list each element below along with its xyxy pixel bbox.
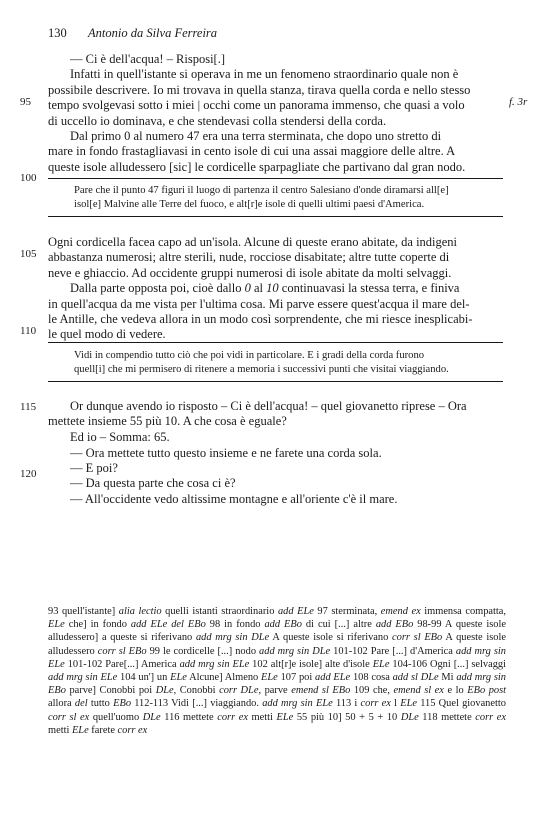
line-number: 110 (20, 325, 37, 337)
rule-line (48, 178, 503, 179)
italic-number: 10 (266, 281, 279, 296)
line-number: 105 (20, 248, 37, 260)
text-line: in quell'acqua da me vista per l'ultima cosa. Mi parve essere quest'acqua il mare del- (48, 296, 470, 311)
text-line: tempo svolgevasi sotto i miei | occhi come un panorama immenso, che quasi a volo (48, 98, 465, 113)
text-line: neve e ghiaccio. Ad occidente gruppi numerosi di isole abitate da molti selvaggi. (48, 265, 452, 280)
folio-margin-note: f. 3r (509, 96, 528, 108)
dialogue-line: — All'occidente vedo altissime montagne e all'oriente c'è il mare. (70, 492, 398, 506)
text-line: Dalla parte opposta poi, cioè dallo 0 al 10 continuavasi la stessa terra, e finiva (70, 281, 460, 296)
note-line: isol[e] Malvine alle Terre del fuoco, e alt[r]e isole di quelli ultimi paesi d'America. (74, 199, 425, 210)
rule-line (48, 216, 503, 217)
text-line: le quel modo di vedere. (48, 327, 166, 342)
text-line: possibile descrivere. Io mi trovava in quella stanza, tirava quella corda e nello stesso (48, 82, 471, 97)
line-number: 95 (20, 96, 31, 108)
text-line: Or dunque avendo io risposto – Ci è dell'acqua! – quel giovanetto riprese – Ora (70, 399, 467, 413)
line-number: 120 (20, 468, 37, 480)
page-number: 130 (48, 26, 67, 40)
inserted-note-1 (74, 184, 504, 212)
text-line: di uccello io dominava, e che stendevasi colla stendersi della corda. (48, 113, 387, 128)
rule-line (48, 342, 503, 343)
rule-line (48, 381, 503, 382)
text-line: abbastanza numerosi; altre sterili, nude, rocciose disabitate; altre tutte coperte di (48, 250, 450, 265)
text-line: mettete insieme 55 più 10. A che cosa è eguale? (48, 414, 287, 429)
inserted-note-2 (74, 349, 504, 377)
main-text-block-3 (48, 399, 503, 430)
line-number: 100 (20, 172, 37, 184)
text-line: queste isole alludessero [sic] le cordicelle sparpagliate che partivano dal gran nodo. (48, 159, 466, 174)
dialogue-line: — Da questa parte che cosa ci è? (70, 476, 236, 490)
text-line: Infatti in quell'istante si operava in me un fenomeno straordinario quale non è (70, 67, 459, 82)
note-line: Vidi in compendio tutto ciò che poi vidi in particolare. E i gradi della corda furono (74, 350, 425, 361)
running-title: Antonio da Silva Ferreira (88, 26, 218, 40)
note-line: Pare che il punto 47 figuri il luogo di partenza il centro Salesiano d'onde diramarsi all[e] (74, 185, 449, 196)
text-line: mare in fondo frastagliavasi in cento isole di cui una assai maggiore delle altre. A (48, 144, 456, 159)
dialogue-line: — E poi? (70, 461, 118, 475)
note-line: quell[i] che mi permisero di ritenere a memoria i successivi punti che visitai viaggiando. (74, 364, 449, 375)
line-number: 115 (20, 401, 37, 413)
critical-apparatus: 93 quell'istante] alia lectio quelli istanti straordinario add ELe 97 sterminata, emend ex immensa compatta, ELe che] in fondo add ELe del EBo 98 in fondo add EBo di cui [...] altre add EBo 98-99 A queste isole alludessero] a queste si riferivano add mrg sin DLe A queste isole si riferivano corr sl EBo A queste isole alludessero corr sl EBo 99 le cordicelle [...] nodo add mrg sin DLe 101-102 Pare [...] d'America add mrg sin ELe 101-102 Pare[...] America add mrg sin ELe 102 alt[r]e isole] alte d'isole ELe 104-106 Ogni [...] selvaggi add mrg sin ELe 104 un'] un ELe Alcune] Almeno ELe 107 poi add ELe 108 cosa add sl DLe Mi add mrg sin EBo parve] Conobbi poi DLe, Conobbi corr DLe, parve emend sl EBo 109 che, emend sl ex e lo EBo post allora del tutto EBo 112-113 Vidi [...] viaggiando. add mrg sin ELe 113 i corr ex l ELe 115 Quel giovanetto corr sl ex quell'uomo DLe 116 mettete corr ex metti ELe 55 più 10] 50 + 5 + 10 DLe 118 mettete corr ex metti ELe farete corr ex (48, 606, 507, 736)
italic-number: 0 (244, 281, 251, 296)
text-line: Ogni cordicella facea capo ad un'isola. Alcune di queste erano abitate, da indigeni (48, 235, 458, 249)
text-line: Dal primo 0 al numero 47 era una terra sterminata, che dopo uno stretto di (70, 129, 442, 144)
running-header (48, 26, 217, 41)
main-text-block-1 (48, 52, 503, 175)
text-line: — Ci è dell'acqua! – Risposi[.] (70, 52, 225, 66)
main-text-block-2 (48, 235, 503, 343)
dialogue-line: — Ora mettete tutto questo insieme e ne farete una corda sola. (70, 446, 382, 460)
text-line: le Antille, che vedeva allora in un modo così sorprendente, che mi riesce inesplicabi- (48, 312, 473, 327)
dialogue-line: Ed io – Somma: 65. (70, 430, 170, 444)
